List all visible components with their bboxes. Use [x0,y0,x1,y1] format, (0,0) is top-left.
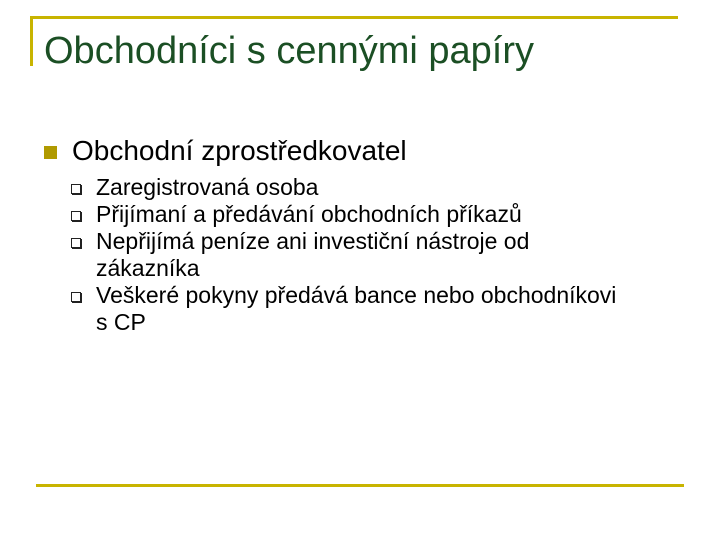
sub-bullet-list [68,174,628,336]
sub-bullet-item [68,174,628,201]
sub-bullet-text: Zaregistrovaná osoba [96,174,319,200]
hollow-square-bullet-icon [71,238,81,248]
square-bullet-icon [44,146,57,159]
hollow-square-bullet-icon [71,292,81,302]
sub-bullet-item [68,201,628,228]
frame-bottom-rule [36,484,684,487]
frame-left-rule [30,16,33,66]
bullet-list [44,134,684,168]
frame-top-rule [30,16,678,19]
sub-bullet-item [68,228,628,282]
bullet-text: Obchodní zprostředkovatel [72,135,407,166]
sub-bullet-text: Nepřijímá peníze ani investiční nástroje od zákazníka [96,228,530,281]
slide-title: Obchodníci s cennými papíry [44,30,535,72]
sub-bullet-item [68,282,628,336]
hollow-square-bullet-icon [71,211,81,221]
bullet-item [44,134,684,168]
sub-bullet-text: Přijímaní a předávání obchodních příkazů [96,201,522,227]
hollow-square-bullet-icon [71,184,81,194]
sub-bullet-text: Veškeré pokyny předává bance nebo obchodníkovi s CP [96,282,617,335]
